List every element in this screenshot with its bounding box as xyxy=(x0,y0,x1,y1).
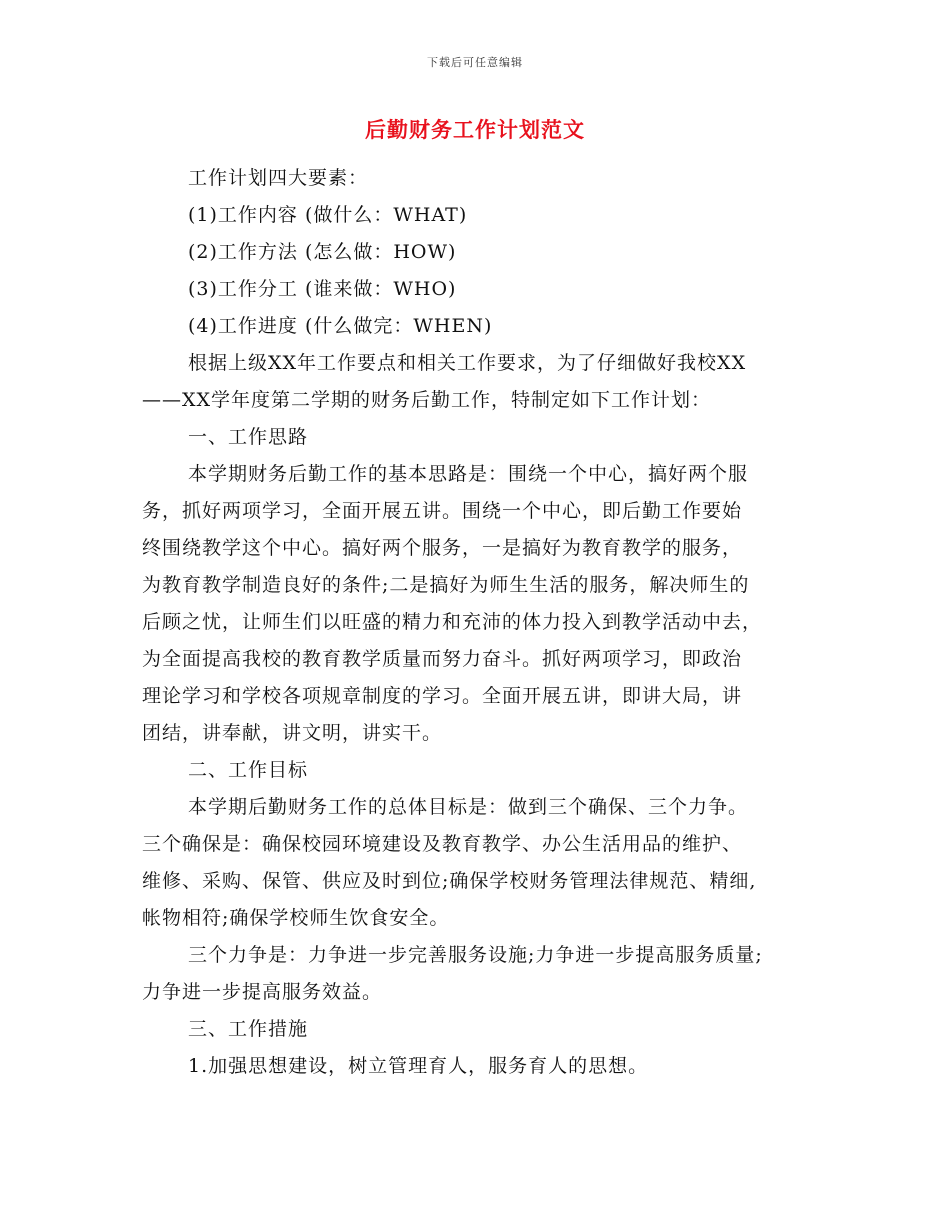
paragraph-line: 本学期财务后勤工作的基本思路是：围绕一个中心，搞好两个服 xyxy=(188,463,749,485)
paragraph-line: 终围绕教学这个中心。搞好两个服务，一是搞好为教育教学的服务， xyxy=(142,537,743,559)
paragraph-line: 理论学习和学校各项规章制度的学习。全面开展五讲，即讲大局，讲 xyxy=(142,685,743,707)
paragraph-line: 为全面提高我校的教育教学质量而努力奋斗。抓好两项学习，即政治 xyxy=(142,648,743,670)
document-title: 后勤财务工作计划范文 xyxy=(365,117,585,142)
paragraph-line: 力争进一步提高服务效益。 xyxy=(142,981,383,1003)
paragraph-line: 本学期后勤财务工作的总体目标是：做到三个确保、三个力争。 xyxy=(188,796,749,818)
document-body xyxy=(142,160,812,1085)
paragraph-line: (1)工作内容 (做什么：WHAT) xyxy=(188,204,468,226)
paragraph-line: (4)工作进度 (什么做完：WHEN) xyxy=(188,315,493,337)
paragraph-line: 二、工作目标 xyxy=(188,759,309,781)
paragraph-line: 维修、采购、保管、供应及时到位;确保学校财务管理法律规范、精细, xyxy=(142,870,757,892)
paragraph-line: 根据上级XX年工作要点和相关工作要求，为了仔细做好我校XX xyxy=(188,352,747,374)
paragraph-line: 1.加强思想建设，树立管理育人，服务育人的思想。 xyxy=(188,1055,649,1077)
paragraph-line: 工作计划四大要素： xyxy=(188,167,369,189)
paragraph-line: 为教育教学制造良好的条件;二是搞好为师生生活的服务，解决师生的 xyxy=(142,574,750,596)
paragraph-line: 务，抓好两项学习，全面开展五讲。围绕一个中心，即后勤工作要始 xyxy=(142,500,743,522)
paragraph-line: 三个确保是：确保校园环境建设及教育教学、办公生活用品的维护、 xyxy=(142,833,743,855)
paragraph-line: 后顾之忧，让师生们以旺盛的精力和充沛的体力投入到教学活动中去， xyxy=(142,611,763,633)
paragraph-line: (2)工作方法 (怎么做：HOW) xyxy=(188,241,457,263)
paragraph-line: ——XX学年度第二学期的财务后勤工作，特制定如下工作计划： xyxy=(142,389,712,411)
paragraph-line: 帐物相符;确保学校师生饮食安全。 xyxy=(142,907,450,929)
paragraph-line: 三、工作措施 xyxy=(188,1018,309,1040)
paragraph-line: 三个力争是：力争进一步完善服务设施;力争进一步提高服务质量; xyxy=(188,944,763,966)
paragraph-line: 一、工作思路 xyxy=(188,426,309,448)
header-note: 下载后可任意编辑 xyxy=(427,56,523,69)
paragraph-line: 团结，讲奉献，讲文明，讲实干。 xyxy=(142,722,443,744)
paragraph-line: (3)工作分工 (谁来做：WHO) xyxy=(188,278,457,300)
